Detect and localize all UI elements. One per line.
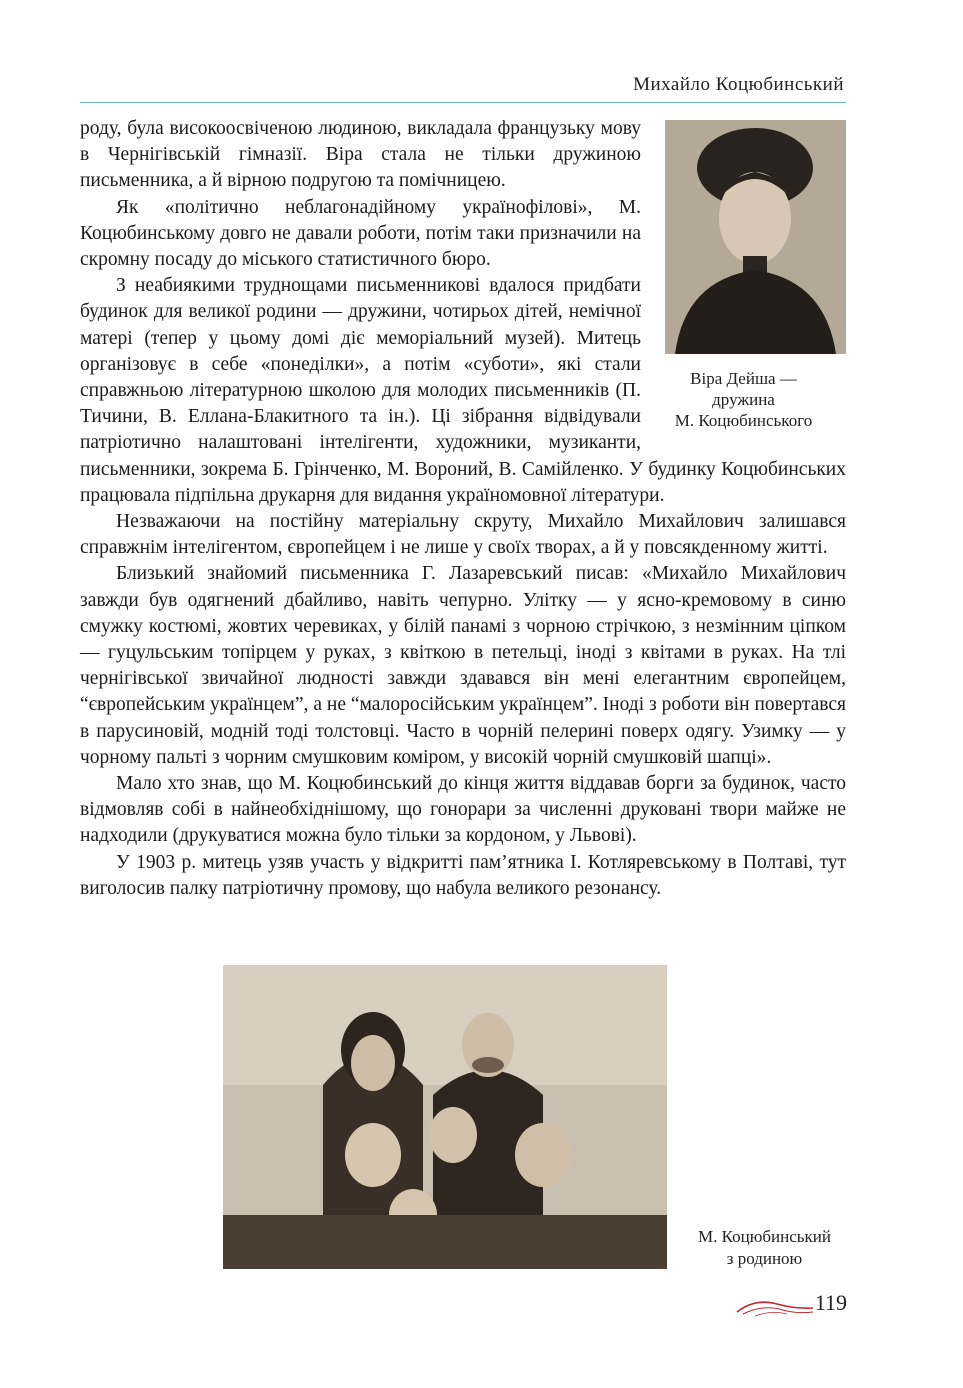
page-number: 119 — [814, 1290, 847, 1315]
photo-caption — [682, 1226, 847, 1270]
portrait-caption-line: Віра Дейша — — [690, 369, 797, 388]
photo-caption-line: М. Коцюбинський — [697, 1227, 831, 1246]
paragraph: Як «політично неблагонадійному українофілові», М. Коцюбинському довго не давали роботи, потім таки призначили на скромну посаду до міського статистичного бюро. — [80, 196, 641, 271]
portrait-caption — [641, 368, 846, 431]
running-header — [80, 70, 846, 103]
family-photo-image — [223, 965, 667, 1269]
paragraph: Близький знайомий письменника Г. Лазаревський писав: «Михайло Михайлович завжди був одягнений дбайливо, навіть чепурно. Улітку — у ясно-кремовому в синю смужку костюмі, жовтих черевиках, у білій панамі з чорною стрічкою, з незмінним ціпком — гуцульським топірцем у руках, з квіткою в петельці, іноді з квітами в руках. На тлі чернігівської звичайної людності завжди здавався він мені елегантним європейцем, “європейським українцем”, а не “малоросійським українцем”. Іноді з роботи він повертався в парусиновій, модній тоді толстовці. Часто в чорній пелерині поверх одягу. Узимку — у чорному пальті з чорним смушковим коміром, у високій чорній смушковій шапці». — [80, 563, 846, 768]
paragraph: Незважаючи на постійну матеріальну скруту, Михайло Михайлович залишався справжнім інтелігентом, європейцем і не лише у своїх творах, а й у повсякденному житті. — [80, 511, 846, 559]
portrait-caption-line: дружина — [712, 390, 775, 409]
portrait-photo — [665, 120, 846, 354]
paragraph: роду, була високоосвіченою людиною, викладала французьку мову в Чернігівській гімназії. Віра стала не тільки дружиною письменника, а й вірною подругою та помічницею. — [80, 118, 641, 192]
ornament-swash-icon — [735, 1290, 815, 1326]
page-footer — [735, 1290, 847, 1326]
portrait-image — [665, 120, 846, 354]
photo-caption-line: з родиною — [726, 1249, 803, 1268]
paragraph: Мало хто знав, що М. Коцюбинський до кінця життя віддавав борги за будинок, часто відмовляв собі в найнеобхіднішому, що гонорари за численні друковані твори майже не надходили (друкуватися можна було тільки за кордоном, у Львові). — [80, 773, 846, 847]
running-title: Михайло Коцюбинський — [633, 74, 844, 95]
family-photo — [223, 965, 667, 1269]
paragraph: З неабиякими труднощами письменникові вдалося придбати будинок для великої родини — дружини, чотирьох дітей, немічної матері (тепер у цьому домі діє меморіальний музей). Митець організовує в себе «понеділки», а потім «суботи», які стали справжньою літературною школою для молодих письменників (П. Тичини, В. Еллана-Блакитного та ін.). Ці зібрання відвідували патріотично налаштовані інтелігенти, художники, музиканти, письменники, зокрема Б. Грінченко, М. Вороний, В. Самійленко. У будинку Коцюбинських працювала підпільна друкарня для видання україномовної літератури. — [80, 275, 846, 506]
paragraph: У 1903 р. митець узяв участь у відкритті пам’ятника І. Котляревському в Полтаві, тут виголосив палку патріотичну промову, що набула великого резонансу. — [80, 851, 846, 899]
portrait-caption-line: М. Коцюбинського — [674, 411, 813, 430]
body-text — [80, 116, 846, 902]
